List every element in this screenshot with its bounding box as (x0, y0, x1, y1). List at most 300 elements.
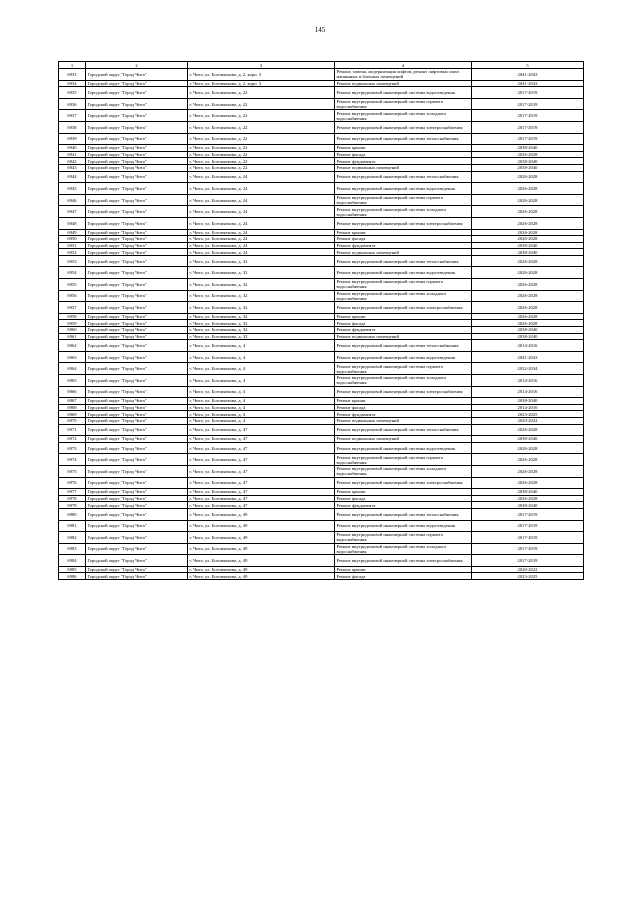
work-type-cell: Ремонт фундамента (335, 411, 472, 418)
municipality-cell: Городской округ "Город Чита" (86, 489, 188, 496)
address-cell: г. Чита, ул. Богомягкова, д. 49 (188, 508, 335, 520)
municipality-cell: Городской округ "Город Чита" (86, 98, 188, 110)
municipality-cell: Городской округ "Город Чита" (86, 69, 188, 81)
row-number-cell: 6972 (59, 436, 86, 443)
municipality-cell: Городской округ "Город Чита" (86, 375, 188, 387)
row-number-cell: 6933 (59, 69, 86, 81)
municipality-cell: Городской округ "Город Чита" (86, 110, 188, 122)
period-cell: 2014-2016 (472, 404, 584, 411)
page-number: 145 (314, 26, 326, 34)
row-number-cell: 6935 (59, 87, 86, 99)
table-row (59, 351, 584, 363)
municipality-cell: Городской округ "Город Чита" (86, 164, 188, 171)
table-row (59, 424, 584, 436)
address-cell: г. Чита, ул. Богомягкова, д. 49 (188, 520, 335, 532)
row-number-cell: 6986 (59, 573, 86, 580)
work-type-cell: Ремонт внутридомовой инженерной системы холодного водоснабжения (335, 375, 472, 387)
table-row (59, 543, 584, 555)
row-number-cell: 6949 (59, 229, 86, 236)
table-row (59, 477, 584, 489)
table-row (59, 573, 584, 580)
row-number-cell: 6955 (59, 279, 86, 291)
municipality-cell: Городской округ "Город Чита" (86, 411, 188, 418)
period-cell: 2038-2040 (472, 242, 584, 249)
work-type-cell: Ремонт внутридомовой инженерной системы теплоснабжения (335, 171, 472, 183)
period-cell: 2017-2019 (472, 98, 584, 110)
work-type-cell: Ремонт фундамента (335, 502, 472, 509)
row-number-cell: 6960 (59, 327, 86, 334)
municipality-cell: Городской округ "Город Чита" (86, 313, 188, 320)
row-number-cell: 6940 (59, 145, 86, 152)
work-type-cell: Ремонт крыши (335, 489, 472, 496)
table-row (59, 417, 584, 424)
period-cell: 2017-2019 (472, 532, 584, 544)
address-cell: г. Чита, ул. Богомягкова, д. 32 (188, 327, 335, 334)
municipality-cell: Городской округ "Город Чита" (86, 477, 188, 489)
municipality-cell: Городской округ "Город Чита" (86, 386, 188, 398)
row-number-cell: 6939 (59, 133, 86, 145)
address-cell: г. Чита, ул. Богомягкова, д. 49 (188, 566, 335, 573)
municipality-cell: Городской округ "Город Чита" (86, 436, 188, 443)
address-cell: г. Чита, ул. Богомягкова, д. 32 (188, 333, 335, 340)
address-cell: г. Чита, ул. Богомягкова, д. 32 (188, 255, 335, 267)
table-row (59, 98, 584, 110)
municipality-cell: Городской округ "Город Чита" (86, 520, 188, 532)
table-row (59, 327, 584, 334)
period-cell: 2038-2040 (472, 145, 584, 152)
work-type-cell: Ремонт фундамента (335, 242, 472, 249)
period-cell: 2038-2040 (472, 158, 584, 165)
work-type-cell: Ремонт внутридомовой инженерной системы холодного водоснабжения (335, 290, 472, 302)
table-row (59, 489, 584, 496)
work-type-cell: Ремонт внутридомовой инженерной системы теплоснабжения (335, 133, 472, 145)
municipality-cell: Городской округ "Город Чита" (86, 171, 188, 183)
work-type-cell: Ремонт внутридомовой инженерной системы водоотведения (335, 351, 472, 363)
work-type-cell: Ремонт фасада (335, 495, 472, 502)
row-number-cell: 6970 (59, 417, 86, 424)
period-cell: 2017-2019 (472, 121, 584, 133)
row-number-cell: 6958 (59, 313, 86, 320)
table-row (59, 502, 584, 509)
municipality-cell: Городской округ "Город Чита" (86, 290, 188, 302)
table-row (59, 242, 584, 249)
row-number-cell: 6976 (59, 477, 86, 489)
row-number-cell: 6956 (59, 290, 86, 302)
row-number-cell: 6943 (59, 164, 86, 171)
period-cell: 2026-2028 (472, 465, 584, 477)
work-type-cell: Ремонт внутридомовой инженерной системы водоотведения (335, 87, 472, 99)
address-cell: г. Чита, ул. Богомягкова, д. 32 (188, 267, 335, 279)
work-type-cell: Ремонт фундамента (335, 327, 472, 334)
work-type-cell: Ремонт внутридомовой инженерной системы теплоснабжения (335, 255, 472, 267)
address-cell: г. Чита, ул. Богомягкова, д. 4 (188, 417, 335, 424)
municipality-cell: Городской округ "Город Чита" (86, 236, 188, 243)
row-number-cell: 6954 (59, 267, 86, 279)
table-row (59, 290, 584, 302)
table-row (59, 363, 584, 375)
address-cell: г. Чита, ул. Богомягкова, д. 24 (188, 229, 335, 236)
table-row (59, 194, 584, 206)
work-type-cell: Ремонт фасада (335, 151, 472, 158)
work-type-cell: Ремонт фасада (335, 404, 472, 411)
work-type-cell: Ремонт фасада (335, 236, 472, 243)
row-number-cell: 6974 (59, 454, 86, 466)
row-number-cell: 6977 (59, 489, 86, 496)
table-row (59, 164, 584, 171)
municipality-cell: Городской округ "Город Чита" (86, 333, 188, 340)
address-cell: г. Чита, ул. Богомягкова, д. 24 (188, 183, 335, 195)
address-cell: г. Чита, ул. Богомягкова, д. 47 (188, 495, 335, 502)
row-number-cell: 6985 (59, 566, 86, 573)
row-number-cell: 6984 (59, 555, 86, 567)
row-number-cell: 6944 (59, 171, 86, 183)
address-cell: г. Чита, ул. Богомягкова, д. 47 (188, 454, 335, 466)
period-cell: 2023-2025 (472, 411, 584, 418)
work-type-cell: Ремонт фундамента (335, 158, 472, 165)
row-number-cell: 6980 (59, 508, 86, 520)
municipality-cell: Городской округ "Город Чита" (86, 80, 188, 87)
table-row (59, 520, 584, 532)
address-cell: г. Чита, ул. Богомягкова, д. 49 (188, 555, 335, 567)
table-row (59, 206, 584, 218)
municipality-cell: Городской округ "Город Чита" (86, 229, 188, 236)
municipality-cell: Городской округ "Город Чита" (86, 145, 188, 152)
work-type-cell: Ремонт внутридомовой инженерной системы холодного водоснабжения (335, 465, 472, 477)
row-number-cell: 6934 (59, 80, 86, 87)
period-cell: 2026-2028 (472, 454, 584, 466)
row-number-cell: 6961 (59, 333, 86, 340)
work-type-cell: Ремонт фасада (335, 320, 472, 327)
address-cell: г. Чита, ул. Богомягкова, д. 24 (188, 242, 335, 249)
work-type-cell: Ремонт внутридомовой инженерной системы электроснабжения (335, 477, 472, 489)
work-type-cell: Ремонт внутридомовой инженерной системы теплоснабжения (335, 508, 472, 520)
municipality-cell: Городской округ "Город Чита" (86, 351, 188, 363)
period-cell: 2017-2019 (472, 508, 584, 520)
address-cell: г. Чита, ул. Богомягкова, д. 4 (188, 340, 335, 352)
period-cell: 2026-2028 (472, 217, 584, 229)
work-type-cell: Ремонт подвальных помещений (335, 164, 472, 171)
period-cell: 2026-2028 (472, 151, 584, 158)
address-cell: г. Чита, ул. Богомягкова, д. 24 (188, 171, 335, 183)
address-cell: г. Чита, ул. Богомягкова, д. 47 (188, 442, 335, 454)
work-type-cell: Ремонт подвальных помещений (335, 417, 472, 424)
period-cell: 2014-2016 (472, 340, 584, 352)
table-row (59, 313, 584, 320)
row-number-cell: 6945 (59, 183, 86, 195)
period-cell: 2017-2019 (472, 543, 584, 555)
table-row (59, 398, 584, 405)
address-cell: г. Чита, ул. Богомягкова, д. 49 (188, 573, 335, 580)
address-cell: г. Чита, ул. Богомягкова, д. 24 (188, 249, 335, 256)
period-cell: 2038-2040 (472, 436, 584, 443)
work-type-cell: Ремонт внутридомовой инженерной системы водоотведения (335, 267, 472, 279)
table-row (59, 255, 584, 267)
work-type-cell: Ремонт подвальных помещений (335, 333, 472, 340)
period-cell: 2026-2028 (472, 442, 584, 454)
municipality-cell: Городской округ "Город Чита" (86, 327, 188, 334)
header-row (59, 62, 584, 69)
table-row (59, 454, 584, 466)
period-cell: 2026-2028 (472, 302, 584, 314)
table-row (59, 249, 584, 256)
address-cell: г. Чита, ул. Богомягкова, д. 32 (188, 320, 335, 327)
municipality-cell: Городской округ "Город Чита" (86, 555, 188, 567)
table-row (59, 508, 584, 520)
address-cell: г. Чита, ул. Богомягкова, д. 24 (188, 206, 335, 218)
period-cell: 2038-2040 (472, 502, 584, 509)
work-type-cell: Ремонт подвальных помещений (335, 436, 472, 443)
address-cell: г. Чита, ул. Богомягкова, д. 4 (188, 386, 335, 398)
period-cell: 2026-2028 (472, 206, 584, 218)
period-cell: 2026-2028 (472, 320, 584, 327)
row-number-cell: 6938 (59, 121, 86, 133)
period-cell: 2020-2022 (472, 566, 584, 573)
table-row (59, 333, 584, 340)
address-cell: г. Чита, ул. Богомягкова, д. 4 (188, 404, 335, 411)
table-row (59, 566, 584, 573)
period-cell: 2026-2028 (472, 183, 584, 195)
address-cell: г. Чита, ул. Богомягкова, д. 47 (188, 477, 335, 489)
work-type-cell: Ремонт внутридомовой инженерной системы водоотведения (335, 442, 472, 454)
table-row (59, 217, 584, 229)
municipality-cell: Городской округ "Город Чита" (86, 543, 188, 555)
address-cell: г. Чита, ул. Богомягкова, д. 49 (188, 543, 335, 555)
municipality-cell: Городской округ "Город Чита" (86, 194, 188, 206)
row-number-cell: 6957 (59, 302, 86, 314)
address-cell: г. Чита, ул. Богомягкова, д. 2, корп. 3 (188, 69, 335, 81)
address-cell: г. Чита, ул. Богомягкова, д. 47 (188, 489, 335, 496)
table-row (59, 87, 584, 99)
row-number-cell: 6946 (59, 194, 86, 206)
address-cell: г. Чита, ул. Богомягкова, д. 22 (188, 158, 335, 165)
header-cell: 3 (188, 62, 335, 69)
municipality-cell: Городской округ "Город Чита" (86, 320, 188, 327)
municipality-cell: Городской округ "Город Чита" (86, 87, 188, 99)
period-cell: 2026-2028 (472, 424, 584, 436)
row-number-cell: 6963 (59, 351, 86, 363)
period-cell: 2041-2043 (472, 351, 584, 363)
table-row (59, 404, 584, 411)
row-number-cell: 6950 (59, 236, 86, 243)
municipality-cell: Городской округ "Город Чита" (86, 424, 188, 436)
work-type-cell: Ремонт внутридомовой инженерной системы теплоснабжения (335, 424, 472, 436)
municipality-cell: Городской округ "Город Чита" (86, 217, 188, 229)
row-number-cell: 6975 (59, 465, 86, 477)
municipality-cell: Городской округ "Город Чита" (86, 133, 188, 145)
row-number-cell: 6964 (59, 363, 86, 375)
work-type-cell: Ремонт подвальных помещений (335, 249, 472, 256)
work-type-cell: Ремонт внутридомовой инженерной системы горячего водоснабжения (335, 98, 472, 110)
address-cell: г. Чита, ул. Богомягкова, д. 24 (188, 236, 335, 243)
header-cell: 2 (86, 62, 188, 69)
municipality-cell: Городской округ "Город Чита" (86, 573, 188, 580)
address-cell: г. Чита, ул. Богомягкова, д. 4 (188, 363, 335, 375)
address-cell: г. Чита, ул. Богомягкова, д. 47 (188, 424, 335, 436)
row-number-cell: 6969 (59, 411, 86, 418)
row-number-cell: 6979 (59, 502, 86, 509)
address-cell: г. Чита, ул. Богомягкова, д. 4 (188, 411, 335, 418)
table-row (59, 158, 584, 165)
period-cell: 2038-2040 (472, 164, 584, 171)
period-cell: 2038-2040 (472, 249, 584, 256)
period-cell: 2041-2043 (472, 80, 584, 87)
table-row (59, 555, 584, 567)
address-cell: г. Чита, ул. Богомягкова, д. 22 (188, 110, 335, 122)
work-type-cell: Ремонт, замена, модернизация лифтов, ремонт лифтовых шахт, машинных и блочных помещений (335, 69, 472, 81)
row-number-cell: 6941 (59, 151, 86, 158)
period-cell: 2038-2040 (472, 398, 584, 405)
municipality-cell: Городской округ "Город Чита" (86, 206, 188, 218)
row-number-cell: 6968 (59, 404, 86, 411)
work-type-cell: Ремонт внутридомовой инженерной системы водоотведения (335, 520, 472, 532)
period-cell: 2014-2016 (472, 375, 584, 387)
table-row (59, 171, 584, 183)
period-cell: 2017-2019 (472, 555, 584, 567)
period-cell: 2032-2034 (472, 363, 584, 375)
table-row (59, 80, 584, 87)
period-cell: 2017-2019 (472, 133, 584, 145)
table-row (59, 375, 584, 387)
work-type-cell: Ремонт крыши (335, 566, 472, 573)
municipality-cell: Городской округ "Город Чита" (86, 302, 188, 314)
table-body (59, 62, 584, 580)
row-number-cell: 6978 (59, 495, 86, 502)
period-cell: 2038-2040 (472, 333, 584, 340)
municipality-cell: Городской округ "Город Чита" (86, 242, 188, 249)
municipality-cell: Городской округ "Город Чита" (86, 442, 188, 454)
work-type-cell: Ремонт фасада (335, 573, 472, 580)
table-row (59, 69, 584, 81)
row-number-cell: 6952 (59, 249, 86, 256)
row-number-cell: 6947 (59, 206, 86, 218)
address-cell: г. Чита, ул. Богомягкова, д. 22 (188, 98, 335, 110)
period-cell: 2038-2040 (472, 489, 584, 496)
period-cell: 2026-2028 (472, 229, 584, 236)
table-row (59, 236, 584, 243)
work-type-cell: Ремонт внутридомовой инженерной системы водоотведения (335, 183, 472, 195)
row-number-cell: 6966 (59, 386, 86, 398)
work-type-cell: Ремонт крыши (335, 145, 472, 152)
address-cell: г. Чита, ул. Богомягкова, д. 4 (188, 398, 335, 405)
address-cell: г. Чита, ул. Богомягкова, д. 32 (188, 313, 335, 320)
row-number-cell: 6948 (59, 217, 86, 229)
table-row (59, 183, 584, 195)
work-type-cell: Ремонт крыши (335, 313, 472, 320)
period-cell: 2026-2028 (472, 236, 584, 243)
work-type-cell: Ремонт внутридомовой инженерной системы горячего водоснабжения (335, 454, 472, 466)
municipality-cell: Городской округ "Город Чита" (86, 566, 188, 573)
period-cell: 2014-2016 (472, 386, 584, 398)
municipality-cell: Городской округ "Город Чита" (86, 340, 188, 352)
period-cell: 2026-2028 (472, 313, 584, 320)
work-type-cell: Ремонт внутридомовой инженерной системы электроснабжения (335, 302, 472, 314)
address-cell: г. Чита, ул. Богомягкова, д. 22 (188, 151, 335, 158)
period-cell: 2020-2022 (472, 417, 584, 424)
municipality-cell: Городской округ "Город Чита" (86, 279, 188, 291)
municipality-cell: Городской округ "Город Чита" (86, 158, 188, 165)
work-type-cell: Ремонт внутридомовой инженерной системы горячего водоснабжения (335, 532, 472, 544)
table-row (59, 386, 584, 398)
header-cell: 5 (472, 62, 584, 69)
address-cell: г. Чита, ул. Богомягкова, д. 47 (188, 436, 335, 443)
municipality-cell: Городской округ "Город Чита" (86, 502, 188, 509)
table-row (59, 436, 584, 443)
row-number-cell: 6981 (59, 520, 86, 532)
work-type-cell: Ремонт крыши (335, 229, 472, 236)
table-row (59, 279, 584, 291)
municipality-cell: Городской округ "Город Чита" (86, 363, 188, 375)
address-cell: г. Чита, ул. Богомягкова, д. 22 (188, 87, 335, 99)
row-number-cell: 6983 (59, 543, 86, 555)
row-number-cell: 6959 (59, 320, 86, 327)
work-type-cell: Ремонт внутридомовой инженерной системы горячего водоснабжения (335, 194, 472, 206)
table-row (59, 465, 584, 477)
row-number-cell: 6962 (59, 340, 86, 352)
works-table (58, 61, 584, 580)
municipality-cell: Городской округ "Город Чита" (86, 398, 188, 405)
work-type-cell: Ремонт внутридомовой инженерной системы горячего водоснабжения (335, 363, 472, 375)
row-number-cell: 6965 (59, 375, 86, 387)
address-cell: г. Чита, ул. Богомягкова, д. 24 (188, 217, 335, 229)
work-type-cell: Ремонт внутридомовой инженерной системы холодного водоснабжения (335, 110, 472, 122)
table-row (59, 229, 584, 236)
table-row (59, 121, 584, 133)
work-type-cell: Ремонт внутридомовой инженерной системы электроснабжения (335, 217, 472, 229)
period-cell: 2017-2019 (472, 87, 584, 99)
period-cell: 2026-2028 (472, 279, 584, 291)
period-cell: 2026-2028 (472, 477, 584, 489)
municipality-cell: Городской округ "Город Чита" (86, 267, 188, 279)
address-cell: г. Чита, ул. Богомягкова, д. 24 (188, 194, 335, 206)
table-row (59, 340, 584, 352)
municipality-cell: Городской округ "Город Чита" (86, 532, 188, 544)
period-cell: 2017-2019 (472, 520, 584, 532)
municipality-cell: Городской округ "Город Чита" (86, 151, 188, 158)
address-cell: г. Чита, ул. Богомягкова, д. 47 (188, 502, 335, 509)
work-type-cell: Ремонт внутридомовой инженерной системы теплоснабжения (335, 340, 472, 352)
period-cell: 2026-2028 (472, 290, 584, 302)
address-cell: г. Чита, ул. Богомягкова, д. 22 (188, 133, 335, 145)
work-type-cell: Ремонт внутридомовой инженерной системы электроснабжения (335, 555, 472, 567)
work-type-cell: Ремонт подвальных помещений (335, 80, 472, 87)
address-cell: г. Чита, ул. Богомягкова, д. 4 (188, 375, 335, 387)
work-type-cell: Ремонт внутридомовой инженерной системы холодного водоснабжения (335, 206, 472, 218)
row-number-cell: 6942 (59, 158, 86, 165)
table-row (59, 320, 584, 327)
period-cell: 2026-2028 (472, 171, 584, 183)
period-cell: 2038-2040 (472, 327, 584, 334)
municipality-cell: Городской округ "Город Чита" (86, 255, 188, 267)
table-row (59, 302, 584, 314)
municipality-cell: Городской округ "Город Чита" (86, 465, 188, 477)
row-number-cell: 6951 (59, 242, 86, 249)
municipality-cell: Городской округ "Город Чита" (86, 495, 188, 502)
period-cell: 2026-2028 (472, 255, 584, 267)
address-cell: г. Чита, ул. Богомягкова, д. 2, корп. 3 (188, 80, 335, 87)
address-cell: г. Чита, ул. Богомягкова, д. 22 (188, 164, 335, 171)
row-number-cell: 6973 (59, 442, 86, 454)
municipality-cell: Городской округ "Город Чита" (86, 121, 188, 133)
municipality-cell: Городской округ "Город Чита" (86, 454, 188, 466)
period-cell: 2026-2028 (472, 267, 584, 279)
row-number-cell: 6953 (59, 255, 86, 267)
period-cell: 2017-2019 (472, 110, 584, 122)
table-row (59, 145, 584, 152)
address-cell: г. Чита, ул. Богомягкова, д. 4 (188, 351, 335, 363)
municipality-cell: Городской округ "Город Чита" (86, 404, 188, 411)
address-cell: г. Чита, ул. Богомягкова, д. 22 (188, 145, 335, 152)
table-row (59, 267, 584, 279)
